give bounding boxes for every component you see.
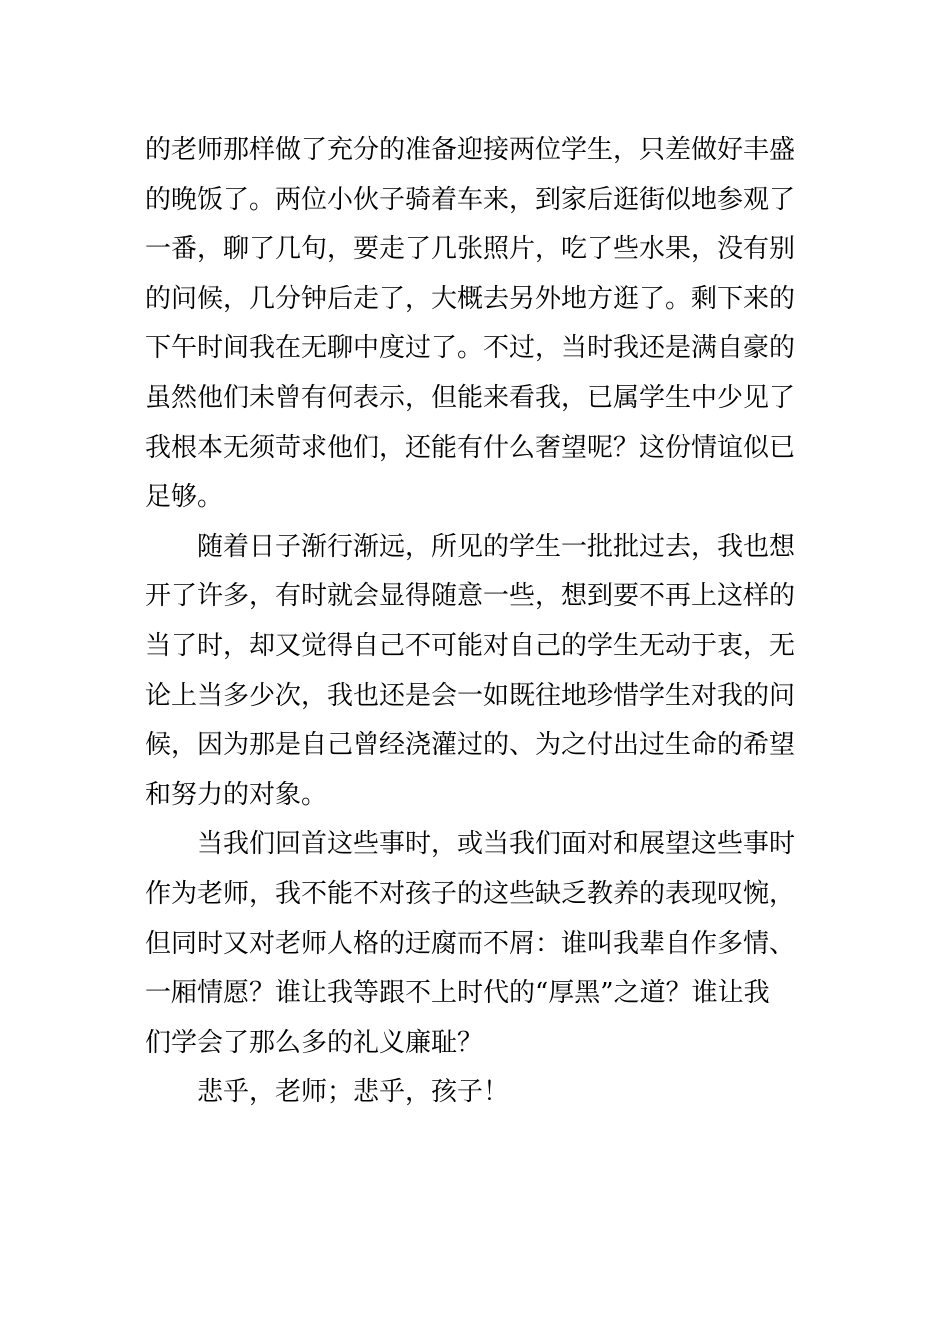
- text-line: 论上当多少次，我也还是会一如既往地珍惜学生对我的问: [145, 680, 796, 711]
- text-line: 和努力的对象。: [145, 779, 328, 810]
- text-line: 作为老师，我不能不对孩子的这些缺乏教养的表现叹惋，: [145, 878, 796, 909]
- text-line: 开了许多，有时就会显得随意一些，想到要不再上这样的: [145, 581, 796, 612]
- paragraph-start-line: 当我们回首这些事时，或当我们面对和展望这些事时: [197, 829, 796, 860]
- text-line: 虽然他们未曾有何表示，但能来看我，已属学生中少见了: [145, 382, 796, 413]
- closing-line: 悲乎，老师；悲乎，孩子！: [197, 1077, 510, 1108]
- text-line: 的问候，几分钟后走了，大概去另外地方逛了。剩下来的: [145, 283, 796, 314]
- text-line: 候，因为那是自己曾经浇灌过的、为之付出过生命的希望: [145, 730, 796, 761]
- paragraph-start-line: 随着日子渐行渐远，所见的学生一批批过去，我也想: [197, 531, 796, 562]
- text-line: 一番，聊了几句，要走了几张照片，吃了些水果，没有别: [145, 234, 796, 265]
- document-body: [145, 126, 810, 1118]
- text-line: 下午时间我在无聊中度过了。不过，当时我还是满自豪的: [145, 333, 796, 364]
- text-line: 的晚饭了。两位小伙子骑着车来，到家后逛街似地参观了: [145, 184, 796, 215]
- text-line: 的老师那样做了充分的准备迎接两位学生，只差做好丰盛: [145, 135, 796, 165]
- text-line: 但同时又对老师人格的迂腐而不屑：谁叫我辈自作多情、: [145, 928, 796, 959]
- text-line: 我根本无须苛求他们，还能有什么奢望呢？这份情谊似已: [145, 432, 796, 463]
- text-line: 当了时，却又觉得自己不可能对自己的学生无动于衷，无: [145, 630, 796, 661]
- text-line: 们学会了那么多的礼义廉耻？: [145, 1027, 484, 1058]
- text-line: 足够。: [145, 482, 224, 513]
- text-line: 一厢情愿？谁让我等跟不上时代的“厚黑”之道？谁让我: [145, 978, 770, 1009]
